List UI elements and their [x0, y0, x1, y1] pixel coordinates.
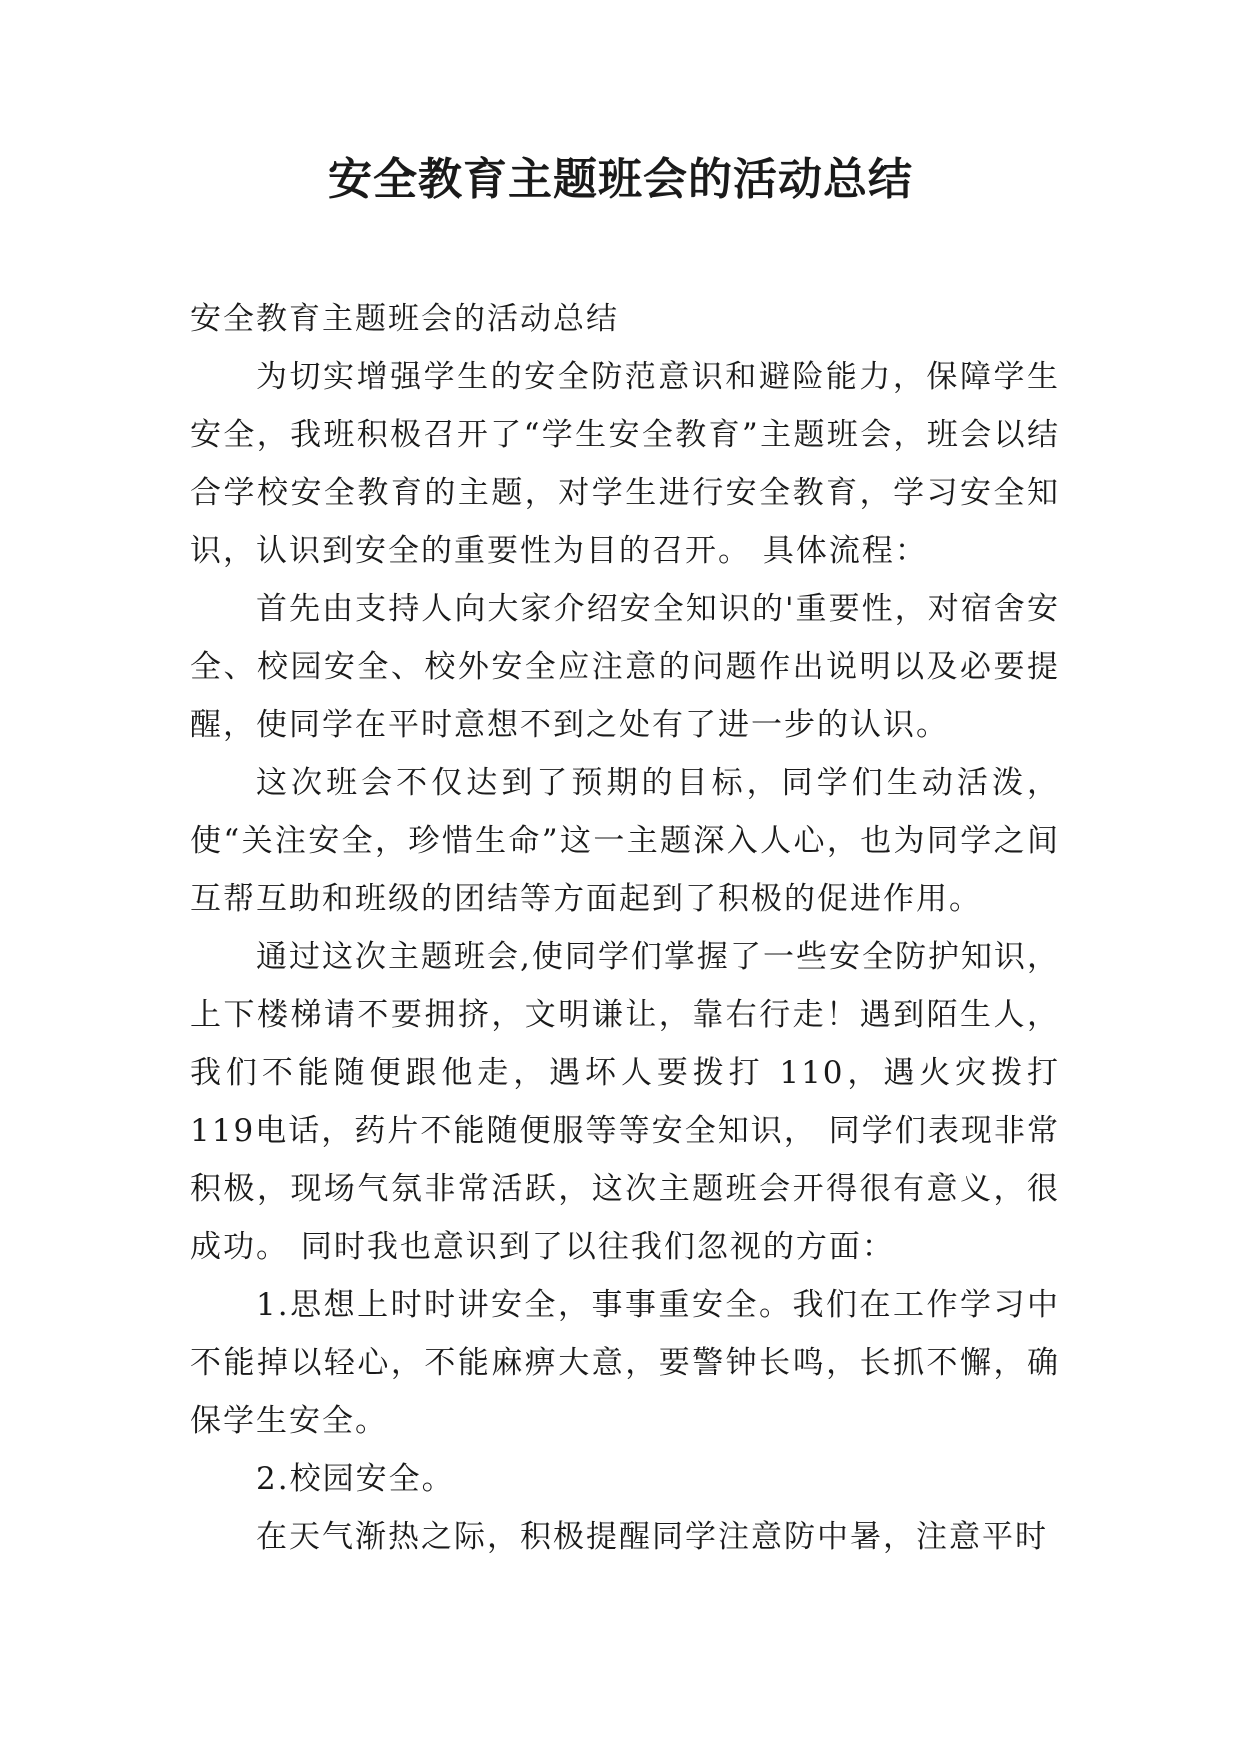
paragraph: 首先由支持人向大家介绍安全知识的'重要性，对宿舍安全、校园安全、校外安全应注意的问题作出说明以及必要提醒，使同学在平时意想不到之处有了进一步的认识。: [190, 591, 1060, 743]
paragraph: 通过这次主题班会,使同学们掌握了一些安全防护知识，上下楼梯请不要拥挤，文明谦让，靠右行走！遇到陌生人，我们不能随便跟他走，遇坏人要拨打 110，遇火灾拨打 119电话，药片不能随便服等等安全知识， 同学们表现非常积极，现场气氛非常活跃，这次主题班会开得很有意义，很成功。 同时我也意识到了以往我们忽视的方面：: [190, 939, 1060, 1265]
paragraph: 2.校园安全。: [256, 1461, 455, 1497]
document-body: [190, 290, 1060, 1566]
document-title: 安全教育主题班会的活动总结: [328, 154, 913, 205]
paragraph: 1.思想上时时讲安全，事事重安全。我们在工作学习中不能掉以轻心，不能麻痹大意，要警钟长鸣，长抓不懈，确保学生安全。: [190, 1287, 1060, 1439]
paragraph: 这次班会不仅达到了预期的目标，同学们生动活泼，使“关注安全，珍惜生命”这一主题深入人心，也为同学之间互帮互助和班级的团结等方面起到了积极的促进作用。: [190, 765, 1060, 917]
paragraph: 在天气渐热之际，积极提醒同学注意防中暑，注意平时: [256, 1519, 1048, 1555]
paragraph-subtitle: 安全教育主题班会的活动总结: [190, 301, 619, 337]
paragraph: 为切实增强学生的安全防范意识和避险能力，保障学生安全，我班积极召开了“学生安全教育”主题班会，班会以结合学校安全教育的主题，对学生进行安全教育，学习安全知识，认识到安全的重要性为目的召开。 具体流程：: [190, 359, 1060, 569]
